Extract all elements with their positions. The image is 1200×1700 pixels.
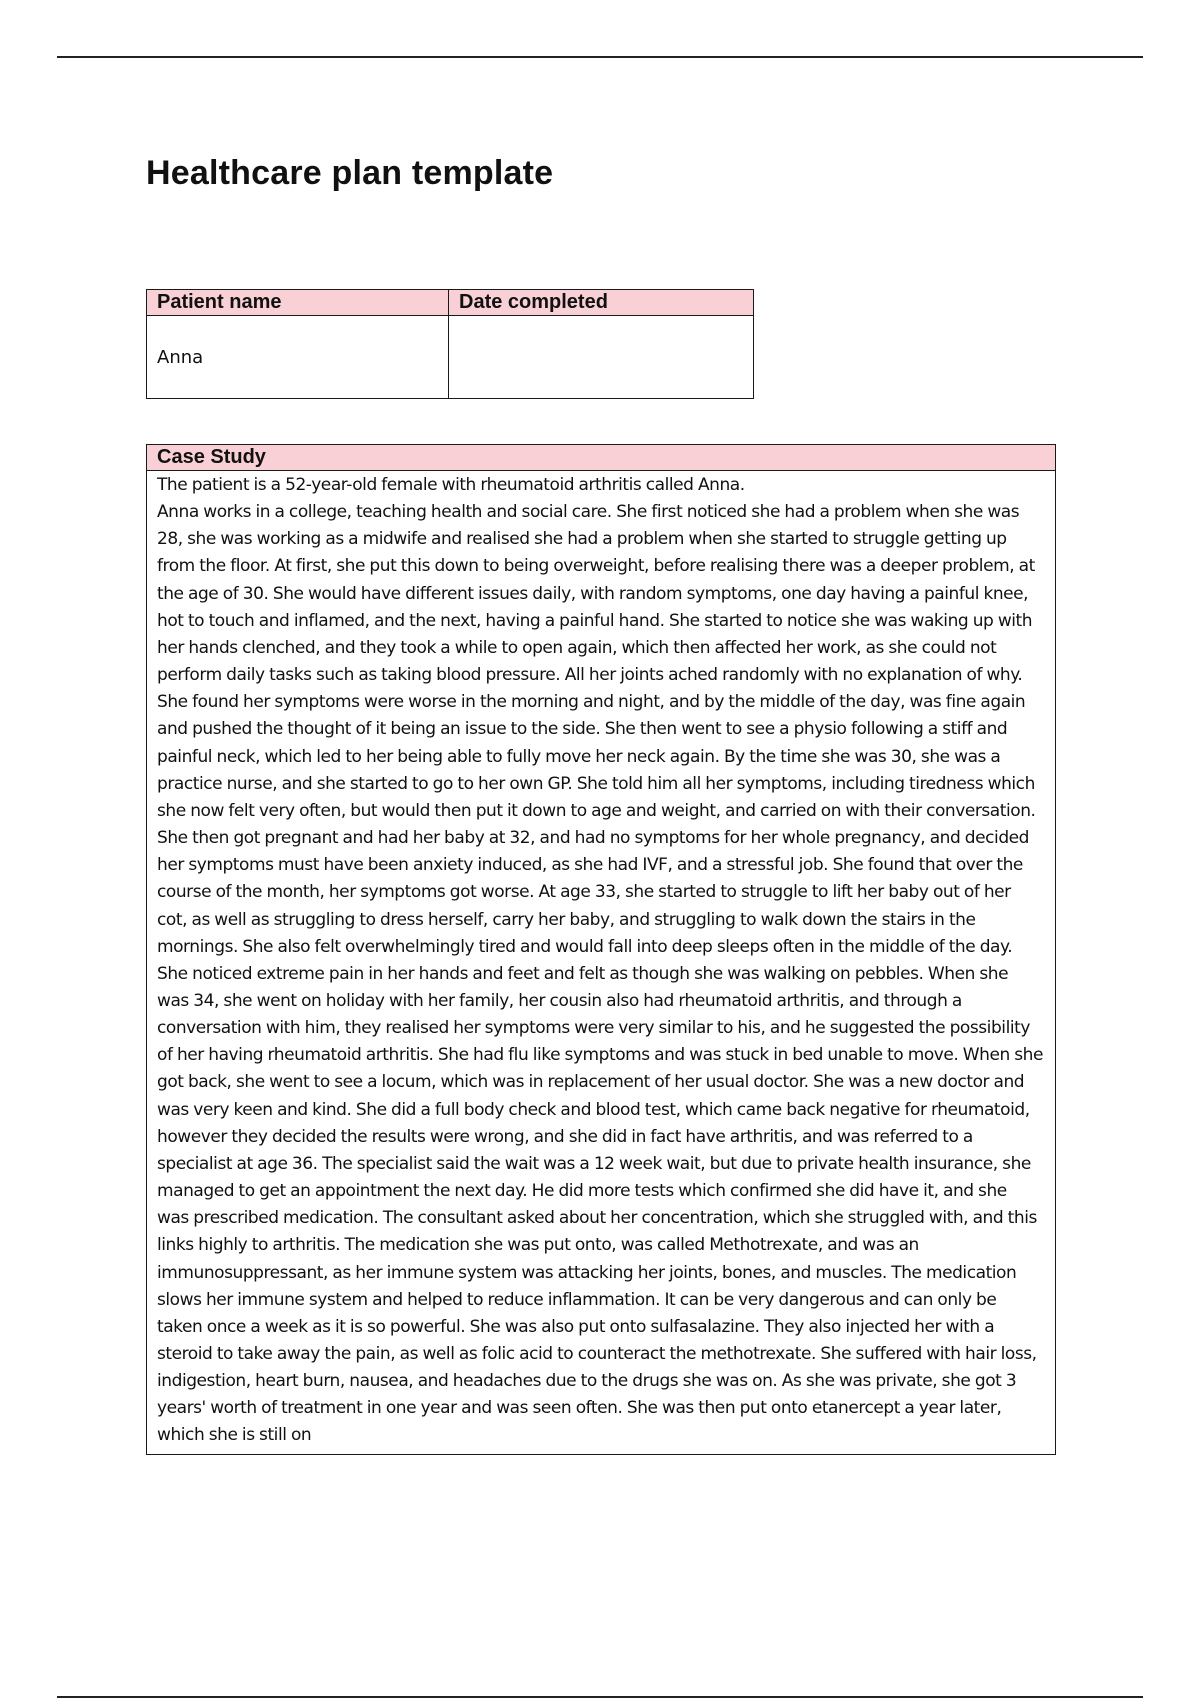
case-study-intro: The patient is a 52-year-old female with rheumatoid arthritis called Anna. <box>157 475 745 495</box>
patient-name-header: Patient name <box>147 290 449 316</box>
date-completed-value[interactable] <box>449 316 754 399</box>
patient-name-value[interactable]: Anna <box>147 316 449 399</box>
case-study-body: Anna works in a college, teaching health and social care. She first noticed she had a problem when she was 28, she was working as a midwife and realised she had a problem when she started to struggle getting up from the floor. At first, she put this down to being overweight, before realising there was a deeper problem, at the age of 30. She would have different issues daily, with random symptoms, one day having a painful knee, hot to touch and inflamed, and the next, having a painful hand. She started to notice she was waking up with her hands clenched, and they took a while to open again, which then affected her work, as she could not perform daily tasks such as taking blood pressure. All her joints ached randomly with no explanation of why. She found her symptoms were worse in the morning and night, and by the middle of the day, was fine again and pushed the thought of it being an issue to the side. She then went to see a physio following a stiff and painful neck, which led to her being able to fully move her neck again. By the time she was 30, she was a practice nurse, and she started to go to her own GP. She told him all her symptoms, including tiredness which she now felt very often, but would then put it down to age and weight, and carried on with their conversation. She then got pregnant and had her baby at 32, and had no symptoms for her whole pregnancy, and decided her symptoms must have been anxiety induced, as she had IVF, and a stressful job. She found that over the course of the month, her symptoms got worse. At age 33, she started to struggle to lift her baby out of her cot, as well as struggling to dress herself, carry her baby, and struggling to walk down the stairs in the mornings. She also felt overwhelmingly tired and would fall into deep sleeps often in the middle of the day. She noticed extreme pain in her hands and feet and felt as though she was walking on pebbles. When she was 34, she went on holiday with her family, her cousin also had rheumatoid arthritis, and through a conversation with him, they realised her symptoms were very similar to his, and he suggested the possibility of her having rheumatoid arthritis. She had flu like symptoms and was stuck in bed unable to move. When she got back, she went to see a locum, which was in replacement of her usual doctor. She was a new doctor and was very keen and kind. She did a full body check and blood test, which came back negative for rheumatoid, however they decided the results were wrong, and she did in fact have arthritis, and was referred to a specialist at age 36. The specialist said the wait was a 12 week wait, but due to private health insurance, she managed to get an appointment the next day. He did more tests which confirmed she did have it, and she was prescribed medication. The consultant asked about her concentration, which she struggled with, and this links highly to arthritis. The medication she was put onto, was called Methotrexate, and was an immunosuppressant, as her immune system was attacking her joints, bones, and muscles. The medication slows her immune system and helped to reduce inflammation. It can be very dangerous and can only be taken once a week as it is so powerful. She was also put onto sulfasalazine. They also injected her with a steroid to take away the pain, as well as folic acid to counteract the methotrexate. She suffered with hair loss, indigestion, heart burn, nausea, and headaches due to the drugs she was on. As she was private, she got 3 years' worth of treatment in one year and was seen often. She was then put onto etanercept a year later, which she is still on <box>157 502 1044 1446</box>
top-divider <box>57 56 1143 58</box>
case-study-cell[interactable] <box>147 471 1056 1455</box>
date-completed-header: Date completed <box>449 290 754 316</box>
patient-info-value-row <box>147 316 754 399</box>
case-study-table <box>146 444 1056 1455</box>
bottom-divider <box>57 1696 1143 1698</box>
case-study-header-row <box>147 445 1056 471</box>
case-study-header: Case Study <box>147 445 1056 471</box>
patient-info-header-row <box>147 290 754 316</box>
case-study-body-row <box>147 471 1056 1455</box>
document-title: Healthcare plan template <box>146 154 554 192</box>
patient-info-table <box>146 289 754 399</box>
